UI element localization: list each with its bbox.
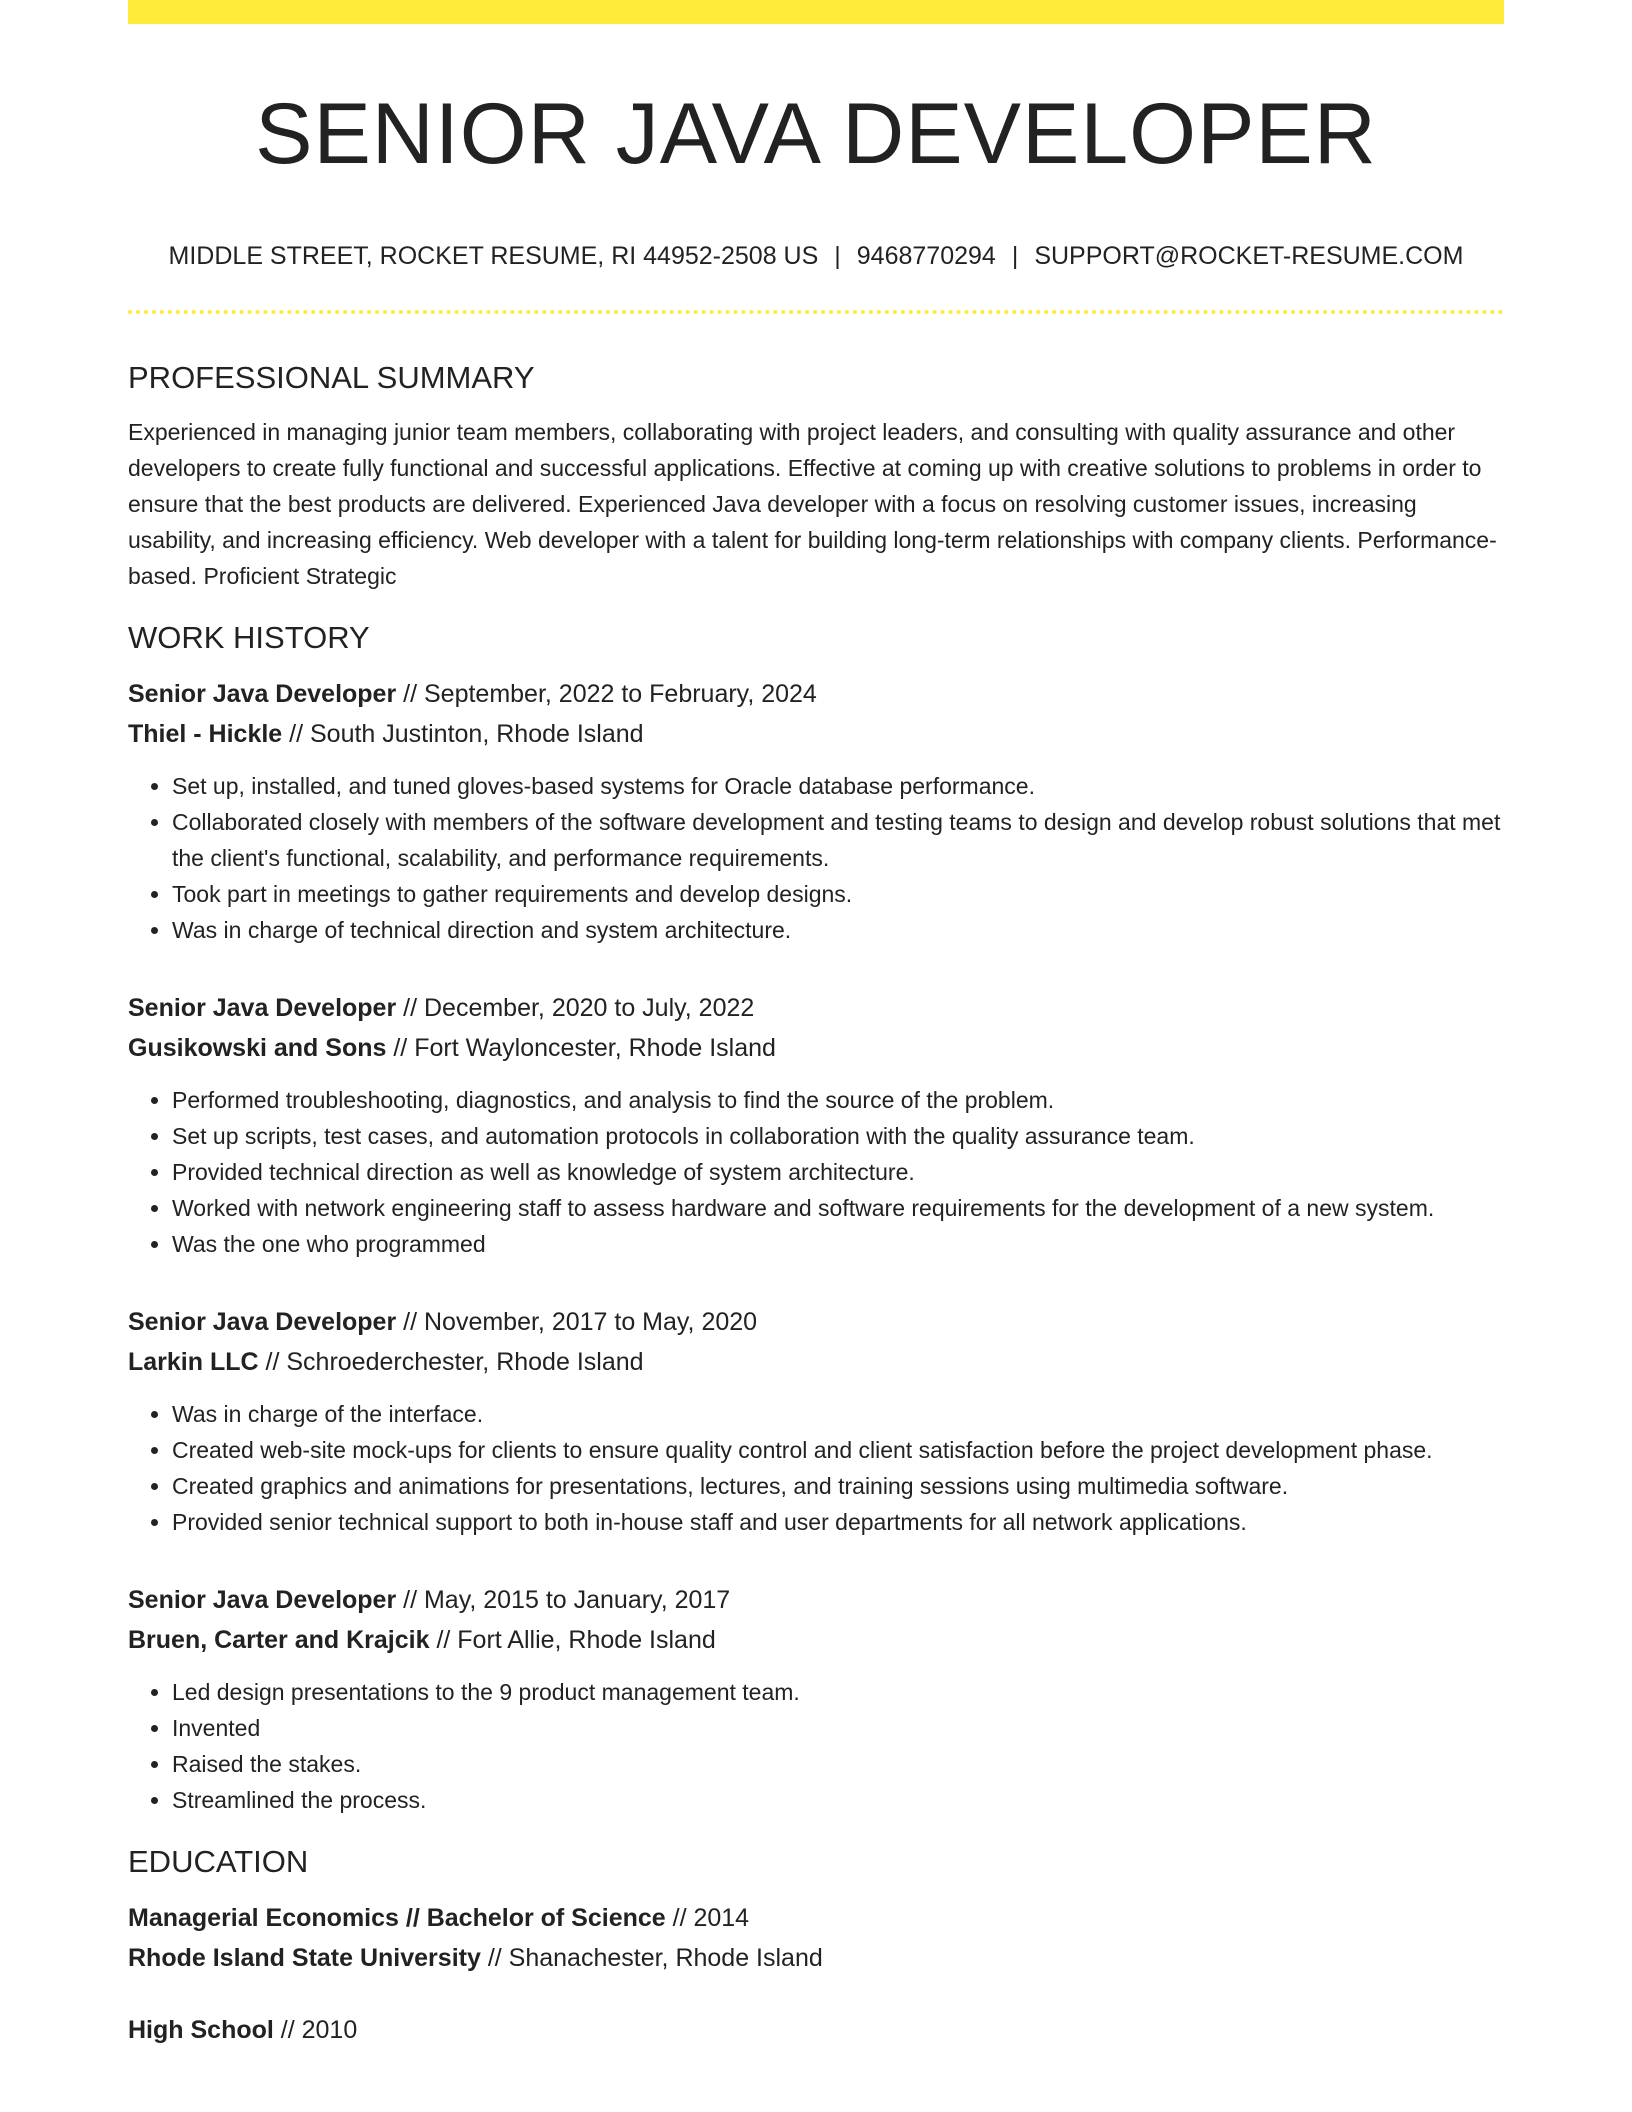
- job-company: Thiel - Hickle: [128, 720, 283, 748]
- job-bullet: • Took part in meetings to gather requirements and develop designs.: [172, 876, 1504, 912]
- summary-heading: PROFESSIONAL SUMMARY: [128, 360, 535, 395]
- job-company: Larkin LLC: [128, 1348, 259, 1376]
- education-degree: Managerial Economics // Bachelor of Science: [128, 1904, 666, 1932]
- job-company-line: [128, 714, 1504, 754]
- education-year: // 2010: [273, 2016, 358, 2044]
- job-entry: [128, 1580, 1504, 1818]
- job-bullet: • Led design presentations to the 9 product management team.: [172, 1674, 1504, 1710]
- contact-phone: 9468770294: [856, 242, 996, 270]
- education-degree: High School: [128, 2016, 274, 2044]
- contact-address: MIDDLE STREET, ROCKET RESUME, RI 44952-2508 US: [168, 242, 819, 270]
- contact-line: [128, 240, 1504, 272]
- job-bullet: • Performed troubleshooting, diagnostics, and analysis to find the source of the problem.: [172, 1082, 1504, 1118]
- job-bullet: • Provided senior technical support to both in-house staff and user departments for all network applications.: [172, 1504, 1504, 1540]
- education-degree-line: [128, 1898, 1504, 1938]
- work-history-heading: WORK HISTORY: [128, 620, 370, 655]
- job-bullet: • Was in charge of technical direction and system architecture.: [172, 912, 1504, 948]
- education-entry: [128, 2010, 1504, 2050]
- job-bullets: [128, 1396, 1504, 1540]
- job-bullet: • Raised the stakes.: [172, 1746, 1504, 1782]
- job-entry: [128, 1302, 1504, 1540]
- accent-bar: [128, 0, 1504, 24]
- education-school-line: [128, 1938, 1504, 1978]
- job-entry: [128, 988, 1504, 1262]
- job-bullet: • Provided technical direction as well as knowledge of system architecture.: [172, 1154, 1504, 1190]
- job-role: Senior Java Developer: [128, 994, 397, 1022]
- job-entry: [128, 674, 1504, 948]
- job-bullet: • Was in charge of the interface.: [172, 1396, 1504, 1432]
- job-company: Bruen, Carter and Krajcik: [128, 1626, 430, 1654]
- job-bullets: [128, 1082, 1504, 1262]
- job-company-line: [128, 1620, 1504, 1660]
- job-dates: // September, 2022 to February, 2024: [396, 680, 817, 708]
- job-bullet: • Streamlined the process.: [172, 1782, 1504, 1818]
- education-school: Rhode Island State University: [128, 1944, 481, 1972]
- job-bullets: [128, 768, 1504, 948]
- job-company-line: [128, 1028, 1504, 1068]
- job-bullet: • Created graphics and animations for presentations, lectures, and training sessions using multimedia software.: [172, 1468, 1504, 1504]
- education-heading: EDUCATION: [128, 1844, 309, 1879]
- contact-separator: |: [1011, 242, 1019, 270]
- education-location: // Shanachester, Rhode Island: [480, 1944, 823, 1972]
- job-dates: // December, 2020 to July, 2022: [396, 994, 755, 1022]
- job-location: // Fort Wayloncester, Rhode Island: [386, 1034, 776, 1062]
- job-company-line: [128, 1342, 1504, 1382]
- job-bullet: • Was the one who programmed: [172, 1226, 1504, 1262]
- job-bullet: • Created web-site mock-ups for clients to ensure quality control and client satisfaction before the project development phase.: [172, 1432, 1504, 1468]
- job-location: // South Justinton, Rhode Island: [282, 720, 644, 748]
- job-company: Gusikowski and Sons: [128, 1034, 387, 1062]
- job-title-line: [128, 674, 1504, 714]
- resume-page: [128, 0, 1504, 2050]
- job-bullet: • Worked with network engineering staff to assess hardware and software requirements for the development of a new system.: [172, 1190, 1504, 1226]
- job-location: // Schroederchester, Rhode Island: [258, 1348, 644, 1376]
- job-bullet: • Invented: [172, 1710, 1504, 1746]
- education-degree-line: [128, 2010, 1504, 2050]
- job-title-line: [128, 988, 1504, 1028]
- education-entry: [128, 1898, 1504, 1978]
- job-bullet: • Collaborated closely with members of the software development and testing teams to design and develop robust solutions that met the client's functional, scalability, and performance requirements.: [172, 804, 1504, 876]
- resume-name: SENIOR JAVA DEVELOPER: [255, 86, 1377, 182]
- education-year: // 2014: [665, 1904, 750, 1932]
- job-title-line: [128, 1580, 1504, 1620]
- job-title-line: [128, 1302, 1504, 1342]
- job-dates: // November, 2017 to May, 2020: [396, 1308, 758, 1336]
- job-role: Senior Java Developer: [128, 1308, 397, 1336]
- dotted-divider: [128, 310, 1504, 314]
- summary-text: Experienced in managing junior team members, collaborating with project leaders, and consulting with quality assurance and other developers to create fully functional and successful applications. Effective at coming up with creative solutions to problems in order to ensure that the best products are delivered. Experienced Java developer with a focus on resolving customer issues, increasing usability, and increasing efficiency. Web developer with a talent for building long-term relationships with company clients. Performance-based. Proficient Strategic: [128, 419, 1497, 589]
- job-bullets: [128, 1674, 1504, 1818]
- job-bullet: • Set up scripts, test cases, and automation protocols in collaboration with the quality assurance team.: [172, 1118, 1504, 1154]
- job-role: Senior Java Developer: [128, 1586, 397, 1614]
- job-dates: // May, 2015 to January, 2017: [396, 1586, 731, 1614]
- job-location: // Fort Allie, Rhode Island: [429, 1626, 716, 1654]
- job-role: Senior Java Developer: [128, 680, 397, 708]
- contact-separator: |: [834, 242, 841, 270]
- job-bullet: • Set up, installed, and tuned gloves-based systems for Oracle database performance.: [172, 768, 1504, 804]
- contact-email: SUPPORT@ROCKET-RESUME.COM: [1034, 242, 1464, 270]
